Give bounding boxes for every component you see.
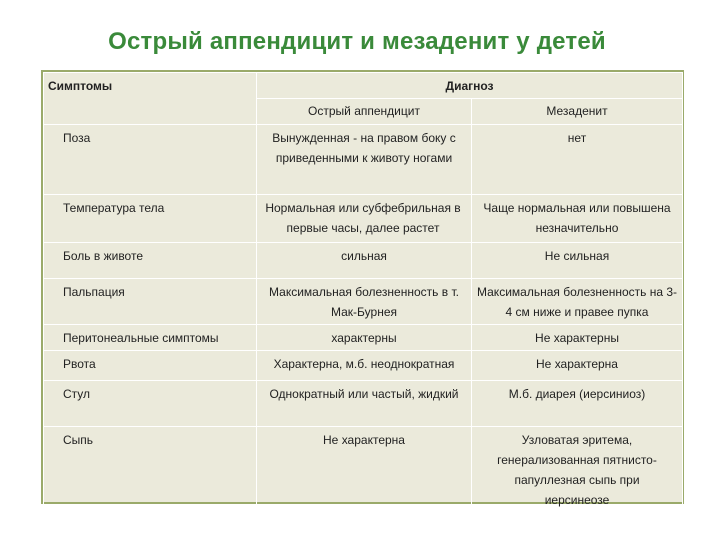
appendicitis-cell: характерны xyxy=(257,325,472,351)
symptom-cell: Температура тела xyxy=(44,195,257,243)
mesadenitis-cell: Не сильная xyxy=(472,243,683,279)
mesadenitis-cell: М.б. диарея (иерсиниоз) xyxy=(472,381,683,427)
symptom-cell: Пальпация xyxy=(44,279,257,325)
symptom-cell: Поза xyxy=(44,125,257,195)
symptom-cell: Перитонеальные симптомы xyxy=(44,325,257,351)
symptom-cell: Сыпь xyxy=(44,427,257,511)
symptom-cell: Стул xyxy=(44,381,257,427)
header-row xyxy=(44,73,683,99)
symptoms-header: Симптомы xyxy=(44,73,257,125)
mesadenitis-cell: Не характерна xyxy=(472,351,683,381)
mesadenitis-cell: нет xyxy=(472,125,683,195)
mesadenitis-cell: Максимальная болезненность на 3-4 см ниже и правее пупка xyxy=(472,279,683,325)
table-row xyxy=(44,243,683,279)
table-row xyxy=(44,279,683,325)
appendicitis-cell: Не характерна xyxy=(257,427,472,511)
appendicitis-cell: Вынужденная - на правом боку с приведенными к животу ногами xyxy=(257,125,472,195)
mesadenitis-cell: Узловатая эритема, генерализованная пятнисто-папуллезная сыпь при иерсинеозе xyxy=(472,427,683,511)
comparison-table xyxy=(41,70,684,507)
appendicitis-cell: Максимальная болезненность в т. Мак-Бурнея xyxy=(257,279,472,325)
appendicitis-cell: Характерна, м.б. неоднократная xyxy=(257,351,472,381)
diagnosis-header: Диагноз xyxy=(257,73,683,99)
appendicitis-cell: Однократный или частый, жидкий xyxy=(257,381,472,427)
appendicitis-cell: Нормальная или субфебрильная в первые часы, далее растет xyxy=(257,195,472,243)
page-title: Острый аппендицит и мезаденит у детей xyxy=(108,28,606,55)
appendicitis-column-header: Острый аппендицит xyxy=(257,99,472,125)
symptom-cell: Рвота xyxy=(44,351,257,381)
mesadenitis-cell: Не характерны xyxy=(472,325,683,351)
symptom-cell: Боль в животе xyxy=(44,243,257,279)
mesadenitis-column-header: Мезаденит xyxy=(472,99,683,125)
table-row xyxy=(44,351,683,381)
mesadenitis-cell: Чаще нормальная или повышена незначительно xyxy=(472,195,683,243)
table-row xyxy=(44,325,683,351)
table-row xyxy=(44,427,683,511)
table-row xyxy=(44,381,683,427)
table-grid xyxy=(43,72,683,511)
table-row xyxy=(44,125,683,195)
table-row xyxy=(44,195,683,243)
appendicitis-cell: сильная xyxy=(257,243,472,279)
